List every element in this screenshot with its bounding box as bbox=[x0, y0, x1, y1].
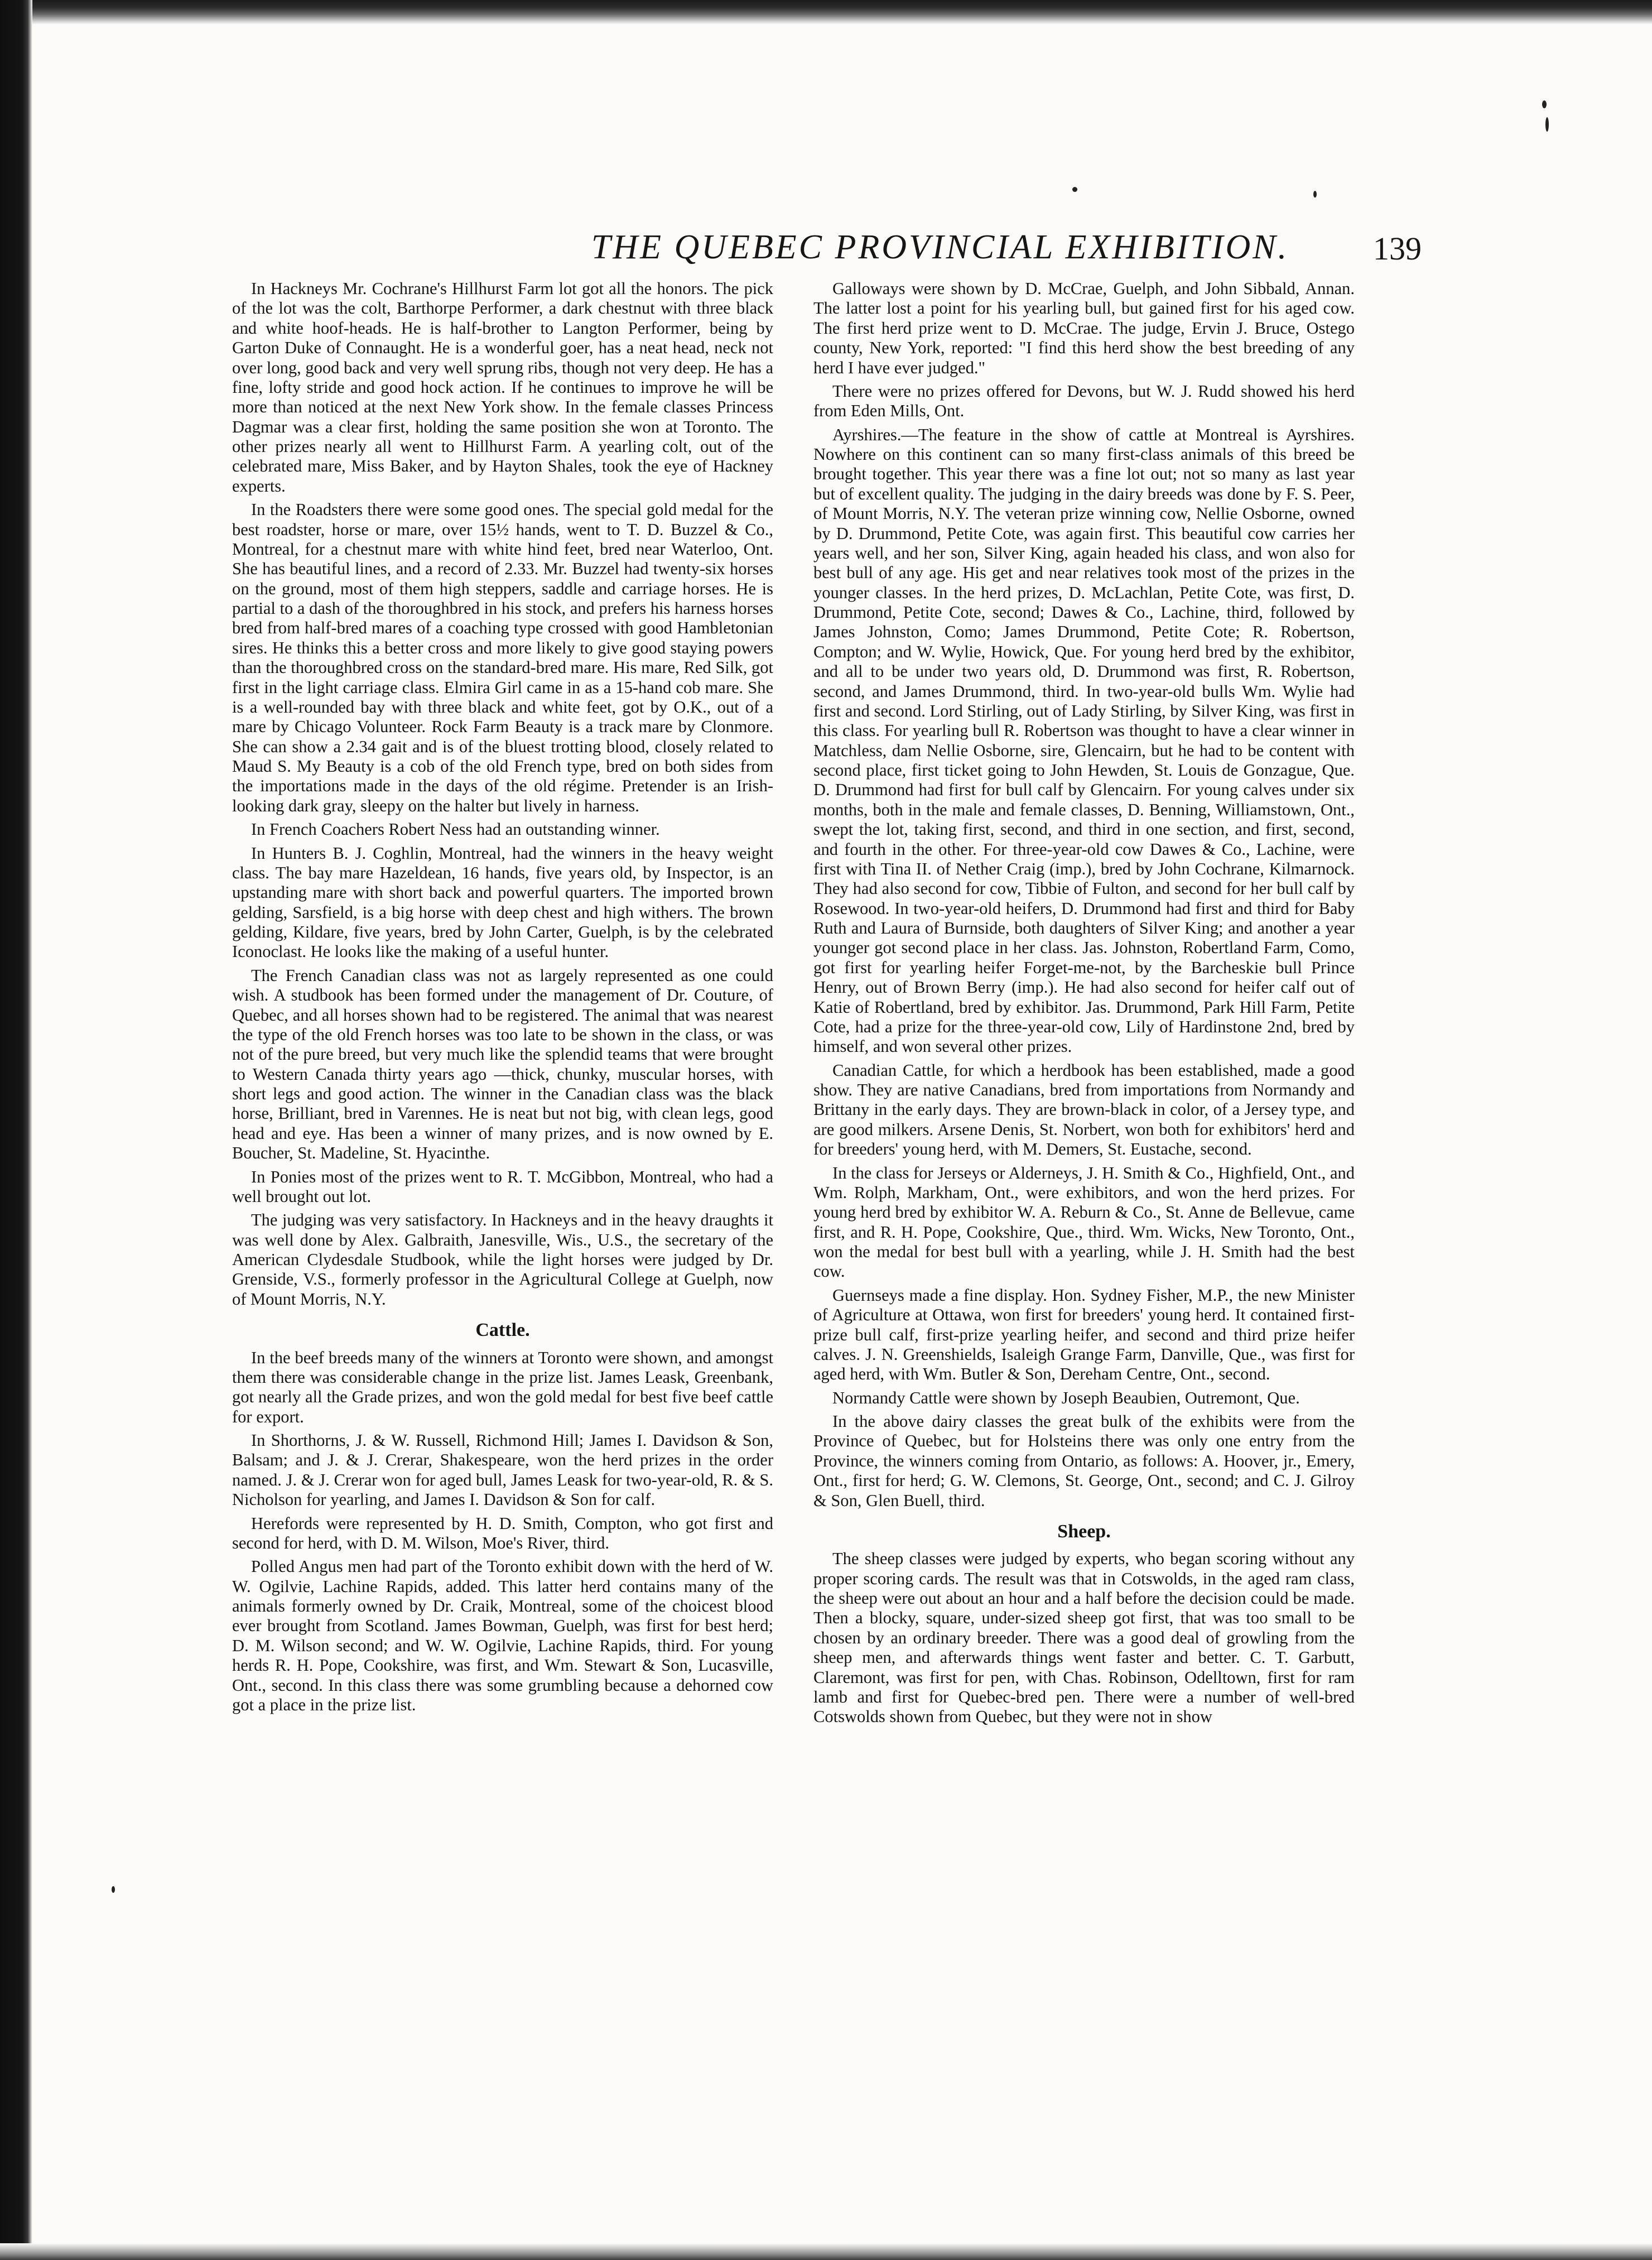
running-title: THE QUEBEC PROVINCIAL EXHIBITION. bbox=[591, 228, 1289, 266]
scan-speck bbox=[1542, 100, 1547, 108]
scan-speck bbox=[1313, 191, 1317, 198]
paragraph-judging: The judging was very satisfactory. In Hackneys and in the heavy draughts it was well done by Alex. Galbraith, Janesville, Wis., U.S., the secretary of the American Clydesdale Studbook, while the light horses were judged by Dr. Grenside, V.S., formerly professor in the Agricultural College at Guelph, now of Mount Morris, N.Y. bbox=[232, 1210, 773, 1309]
paragraph-french-coachers: In French Coachers Robert Ness had an outstanding winner. bbox=[251, 820, 660, 839]
paragraph-guernseys: Guernseys made a fine display. Hon. Sydney Fisher, M.P., the new Minister of Agriculture at Ottawa, won first for breeders' young herd. It contained first-prize bull calf, first-prize yearling heifer, and second and third prize heifer calves. J. N. Greenshields, Isaleigh Grange Farm, Danville, Que., was first for aged herd, with Wm. Butler & Son, Dereham Centre, Ont., second. bbox=[813, 1285, 1355, 1384]
paragraph-herefords: Herefords were represented by H. D. Smith, Compton, who got first and second for herd, with D. M. Wilson, Moe's River, third. bbox=[232, 1513, 773, 1552]
paragraph-roadsters: In the Roadsters there were some good ones. The special gold medal for the best roadster, horse or mare, over 15½ hands, went to T. D. Buzzel & Co., Montreal, for a chestnut mare with white hind feet, bred near Waterloo, Ont. She has beautiful lines, and a record of 2.33. Mr. Buzzel had twenty-six horses on the ground, most of them high steppers, saddle and carriage horses. He is partial to a dash of the thoroughbred in his stock, and prefers his harness horses bred from half-bred mares of a coaching type crossed with good Hambletonian sires. He thinks this a better cross and more likely to give good staying powers than the thoroughbred cross on the standard-bred mare. His mare, Red Silk, got first in the light carriage class. Elmira Girl came in as a 15-hand cob mare. She is a well-rounded bay with three black and white feet, got by O.K., out of a mare by Chicago Volunteer. Rock Farm Beauty is a track mare by Clonmore. She can show a 2.34 gait and is of the bluest trotting blood, closely related to Maud S. My Beauty is a cob of the old French type, bred on both sides from the importations made in the days of the old régime. Pretender is an Irish-looking dark gray, sleepy on the halter but lively in harness. bbox=[232, 500, 773, 815]
paragraph-ayrshires: Ayrshires.—The feature in the show of cattle at Montreal is Ayrshires. Nowhere on this continent can so many first-class animals of this breed be brought together. This year there was a fine lot out; not so many as last year but of excellent quality. The judging in the dairy breeds was done by F. S. Peer, of Mount Morris, N.Y. The veteran prize winning cow, Nellie Osborne, owned by D. Drummond, Petite Cote, was again first. This beautiful cow carries her years well, and her son, Silver King, again headed his class, and won also for best bull of any age. His get and near relatives took most of the prizes in the younger classes. In the herd prizes, D. McLachlan, Petite Cote, was first, D. Drummond, Petite Cote, second; Dawes & Co., Lachine, third, followed by James Johnston, Como; James Drummond, Petite Cote; R. Robertson, Compton; and W. Wylie, Howick, Que. For young herd bred by the exhibitor, and all to be under two years old, D. Drummond was first, R. Robertson, second, and James Drummond, third. In two-year-old bulls Wm. Wylie had first and second. Lord Stirling, out of Lady Stirling, by Silver King, was first in this class. For yearling bull R. Robertson was thought to have a clear winner in Matchless, dam Nellie Osborne, sire, Glencairn, but he had to be content with second place, first ticket going to John Hewden, St. Louis de Gonzague, Que. D. Drummond had first for bull calf by Glencairn. For young calves under six months, both in the male and female classes, D. Benning, Williamstown, Ont., swept the lot, taking first, second, and third in one section, and first, second, and fourth in the other. For three-year-old cow Dawes & Co., Lachine, were first with Tina II. of Nether Craig (imp.), bred by John Cochrane, Kilmarnock. They had also second for cow, Tibbie of Fulton, and second for her bull calf by Rosewood. In two-year-old heifers, D. Drummond had first and third for Baby Ruth and Laura of Burnside, both daughters of Silver King; and another a year younger got second place in her class. Jas. Johnston, Robertland Farm, Como, got first for yearling heifer Forget-me-not, by the Barcheskie bull Prince Henry, out of Brown Berry (imp.). He had also second for heifer calf out of Katie of Robertland, bred by exhibitor. Jas. Drummond, Park Hill Farm, Petite Cote, had a prize for the three-year-old cow, Lily of Hardinstone 2nd, bred by himself, and won several other prizes. bbox=[813, 425, 1355, 1056]
paragraph-devons: There were no prizes offered for Devons, but W. J. Rudd showed his herd from Eden Mills, Ont. bbox=[813, 381, 1355, 421]
paragraph-sheep: The sheep classes were judged by experts, who began scoring without any proper scoring cards. The result was that in Cotswolds, in the aged ram class, the sheep were out about an hour and a half before the decision could be made. Then a blocky, square, under-sized sheep got first, that was too small to be chosen by an ordinary breeder. There was a good deal of growling from the sheep men, and afterwards things went faster and better. C. T. Garbutt, Claremont, was first for pen, with Chas. Robinson, Odelltown, first for ram lamb and first for Quebec-bred pen. There were a number of well-bred Cotswolds shown from Quebec, but they were not in show bbox=[813, 1549, 1355, 1727]
section-heading-sheep: Sheep. bbox=[1057, 1521, 1111, 1542]
paragraph-jerseys: In the class for Jerseys or Alderneys, J. H. Smith & Co., Highfield, Ont., and Wm. Rolph, Markham, Ont., were exhibitors, and won the herd prizes. For young herd bred by exhibitor W. A. Reburn & Co., St. Anne de Bellevue, came first, and R. H. Pope, Cookshire, Que., third. Wm. Wicks, New Toronto, Ont., won the medal for best bull with a yearling, while J. H. Smith had the best cow. bbox=[813, 1163, 1355, 1281]
paragraph-holsteins: In the above dairy classes the great bulk of the exhibits were from the Province of Quebec, but for Holsteins there was only one entry from the Province, the winners coming from Ontario, as follows: A. Hoover, jr., Emery, Ont., first for herd; G. W. Clemons, St. George, Ont., second; and C. J. Gilroy & Son, Glen Buell, third. bbox=[813, 1412, 1355, 1510]
right-column bbox=[813, 279, 1355, 1731]
section-heading-cattle: Cattle. bbox=[475, 1320, 530, 1341]
page-number: 139 bbox=[1373, 230, 1422, 267]
paragraph-normandy-cattle: Normandy Cattle were shown by Joseph Beaubien, Outremont, Que. bbox=[832, 1388, 1300, 1407]
paragraph-hunters: In Hunters B. J. Coghlin, Montreal, had the winners in the heavy weight class. The bay mare Hazeldean, 16 hands, five years old, by Inspector, is an upstanding mare with short back and powerful quarters. The imported brown gelding, Sarsfield, is a big horse with deep chest and high withers. The brown gelding, Kildare, five years, bred by John Carter, Guelph, is by the celebrated Iconoclast. He looks like the making of a useful hunter. bbox=[232, 843, 773, 961]
scan-top-edge bbox=[0, 0, 1652, 25]
paragraph-hackneys: In Hackneys Mr. Cochrane's Hillhurst Farm lot got all the honors. The pick of the lot was the colt, Barthorpe Performer, a dark chestnut with three black and white hoof-heads. He is half-brother to Langton Performer, being by Garton Duke of Connaught. He is a wonderful goer, has a neat head, neck not over long, good back and very well sprung ribs, though not very deep. He has a fine, lofty stride and good hock action. If he continues to improve he will be more than noticed at the next New York show. In the female classes Princess Dagmar was a clear first, holding the same position she won at Toronto. The other prizes nearly all went to Hillhurst Farm. A yearling colt, out of the celebrated mare, Miss Baker, and by Hayton Shales, took the eye of Hackney experts. bbox=[232, 279, 773, 496]
paragraph-canadian-cattle: Canadian Cattle, for which a herdbook has been established, made a good show. They are native Canadians, bred from importations from Normandy and Brittany in the early days. They are brown-black in color, of a Jersey type, and are good milkers. Arsene Denis, St. Norbert, won both for exhibitors' herd and for breeders' young herd, with M. Demers, St. Eustache, second. bbox=[813, 1060, 1355, 1159]
scan-bottom-edge bbox=[0, 2243, 1652, 2260]
scan-speck bbox=[1545, 117, 1549, 132]
left-column bbox=[232, 279, 773, 1719]
paragraph-beef-breeds: In the beef breeds many of the winners at Toronto were shown, and amongst them there was considerable change in the prize list. James Leask, Greenbank, got nearly all the Grade prizes, and won the gold medal for best five beef cattle for export. bbox=[232, 1348, 773, 1426]
scan-speck bbox=[112, 1886, 115, 1893]
paragraph-french-canadian: The French Canadian class was not as largely represented as one could wish. A studbook has been formed under the management of Dr. Couture, of Quebec, and all horses shown had to be registered. The animal that was nearest the type of the old French horses was too late to be shown in the class, or was not of the pure breed, but very much like the splendid teams that were brought to Western Canada thirty years ago —thick, chunky, muscular horses, with short legs and good action. The winner in the Canadian class was the black horse, Brilliant, bred in Varennes. He is neat but not big, with clean legs, good head and eye. Has been a winner of many prizes, and is now owned by E. Boucher, St. Madeline, St. Hyacinthe. bbox=[232, 965, 773, 1163]
paragraph-shorthorns: In Shorthorns, J. & W. Russell, Richmond Hill; James I. Davidson & Son, Balsam; and J. & J. Crerar, Shakespeare, won the herd prizes in the order named. J. & J. Crerar won for aged bull, James Leask for two-year-old, R. & S. Nicholson for yearling, and James I. Davidson & Son for calf. bbox=[232, 1431, 773, 1509]
scan-speck bbox=[1072, 187, 1077, 192]
paragraph-galloways: Galloways were shown by D. McCrae, Guelph, and John Sibbald, Annan. The latter lost a point for his yearling bull, but gained first for his aged cow. The first herd prize went to D. McCrae. The judge, Ervin J. Bruce, Ostego county, New York, reported: "I find this herd show the best breeding of any herd I have ever judged." bbox=[813, 279, 1355, 377]
paragraph-polled-angus: Polled Angus men had part of the Toronto exhibit down with the herd of W. W. Ogilvie, Lachine Rapids, added. This latter herd contains many of the animals formerly owned by Dr. Craik, Montreal, some of the choicest blood ever brought from Scotland. James Bowman, Guelph, was first for best herd; D. M. Wilson second; and W. W. Ogilvie, Lachine Rapids, third. For young herds R. H. Pope, Cookshire, was first, and Wm. Stewart & Son, Lucasville, Ont., second. In this class there was some grumbling because a dehorned cow got a place in the prize list. bbox=[232, 1557, 773, 1714]
scan-binding-edge bbox=[0, 0, 32, 2260]
paragraph-ponies: In Ponies most of the prizes went to R. T. McGibbon, Montreal, who had a well brought out lot. bbox=[232, 1167, 773, 1206]
